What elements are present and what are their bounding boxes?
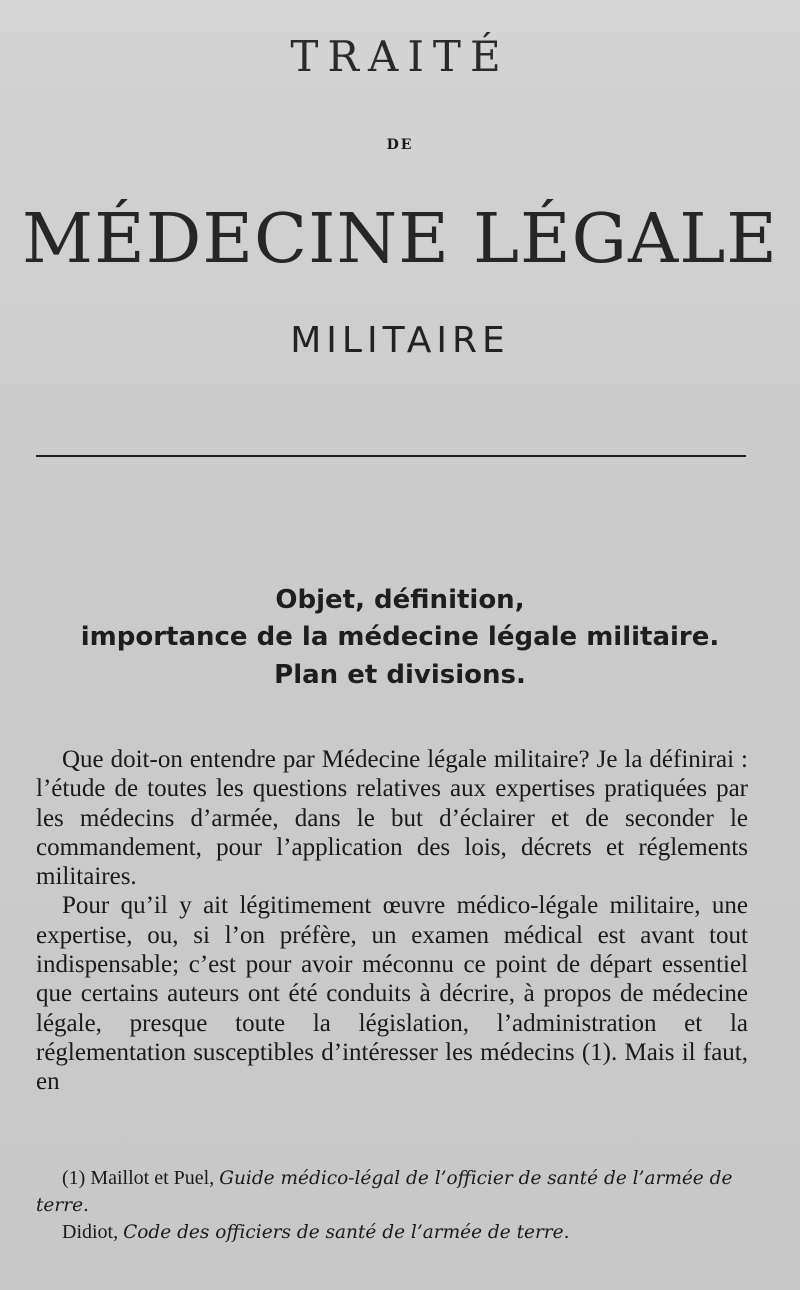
body-text: [36, 745, 748, 1097]
horizontal-rule: [36, 455, 746, 457]
body-paragraph-2: Pour qu’il y ait légitimement œuvre médico-légale militaire, une expertise, ou, si l’on préfère, un examen médical est avant tout indispensable; c’est pour avoir méconnu ce point de départ essentiel que certains auteurs ont été conduits à décrire, à propos de médecine légale, presque toute la législation, l’administration et la réglementation susceptibles d’intéresser les médecins (1). Mais il faut, en: [36, 892, 748, 1096]
footnote-1-title: Guide médico-légal de l’officier de santé de l’armée de terre.: [36, 1168, 733, 1216]
footnote-1: [36, 1165, 748, 1219]
heading-line-3: Plan et divisions.: [274, 660, 526, 690]
title-main: MÉDECINE LÉGALE: [22, 200, 778, 279]
heading-line-1: Objet, définition,: [275, 585, 525, 615]
footnote-2-title: Code des officiers de santé de l’armée de terre.: [123, 1222, 570, 1243]
title-militaire: MILITAIRE: [290, 320, 510, 361]
heading-line-2: importance de la médecine légale militaire.: [80, 622, 720, 652]
title-traite: TRAITÉ: [290, 32, 510, 81]
body-paragraph-1: Que doit-on entendre par Médecine légale militaire? Je la définirai : l’étude de toutes les questions relatives aux expertises pratiquées par les médecins d’armée, dans le but d’éclairer et de seconder le commandement, pour l’application des lois, décrets et réglements militaires.: [36, 746, 748, 891]
title-de: DE: [386, 137, 414, 153]
footnote-2-author: Didiot,: [62, 1221, 124, 1243]
footnotes: [36, 1165, 748, 1246]
footnote-1-author: (1) Maillot et Puel,: [62, 1167, 220, 1189]
footnote-2: [36, 1219, 748, 1246]
